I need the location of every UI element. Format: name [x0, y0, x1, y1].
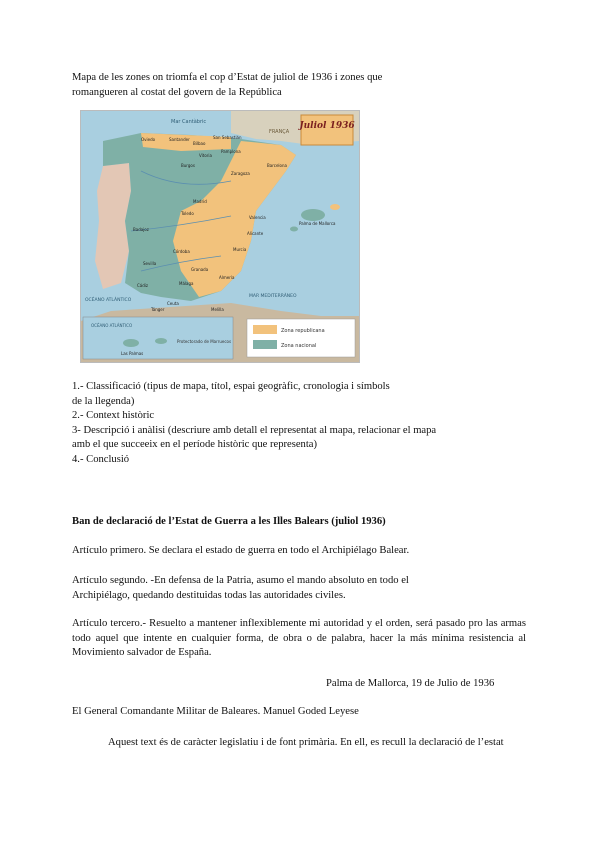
article-1: Artículo primero. Se declara el estado de guerra en todo el Archipiélago Balear. — [72, 545, 410, 556]
city-label: Granada — [191, 267, 209, 272]
city-label: Toledo — [181, 211, 194, 216]
bando-title: Ban de declaració de l’Estat de Guerra a les Illes Balears (juliol 1936) — [72, 516, 386, 527]
caption-line-1: Mapa de les zones on triomfa el cop d’Estat de juliol de 1936 i zones que — [72, 72, 383, 83]
city-label: Tánger — [151, 307, 165, 312]
legend-swatch-national — [253, 340, 277, 349]
signature: El General Comandante Militar de Baleares. Manuel Goded Leyese — [72, 706, 359, 717]
protectorate-label: Protectorado de Marruecos — [177, 339, 232, 344]
city-label: Bilbao — [193, 141, 206, 146]
question-line: de la llegenda) — [72, 395, 135, 407]
city-label: Badajoz — [133, 227, 149, 232]
city-label: Las Palmas — [121, 351, 144, 356]
city-label: Ceuta — [167, 301, 179, 306]
sea-north-label: Mar Cantàbric — [171, 119, 207, 125]
caption-line-2: romangueren al costat del govern de la República — [72, 86, 282, 98]
city-label: Córdoba — [173, 249, 190, 254]
city-label: Madrid — [193, 199, 207, 204]
city-label: Málaga — [179, 281, 194, 286]
article-2-line-1: Artículo segundo. -En defensa de la Patria, asumo el mando absoluto en todo el — [72, 575, 409, 586]
legend-box — [247, 319, 355, 357]
spain-civil-war-map — [80, 110, 360, 363]
city-label: Alicante — [247, 231, 264, 236]
legend-label-republican: Zona republicana — [281, 328, 325, 334]
question-line: 2.- Context històric — [72, 410, 155, 421]
city-label: Palma de Mallorca — [299, 221, 336, 226]
legend-label-national: Zona nacional — [281, 343, 317, 349]
city-label: Zaragoza — [231, 171, 250, 176]
city-label: Cádiz — [137, 283, 148, 288]
france-label: FRANÇA — [269, 129, 290, 135]
ibiza-island — [290, 227, 298, 232]
menorca-island — [330, 204, 340, 210]
year-label: Juliol 1936 — [299, 121, 355, 131]
city-label: Sevilla — [143, 261, 157, 266]
canary-island — [123, 339, 139, 347]
city-label: Vitoria — [199, 153, 212, 158]
city-label: Melilla — [211, 307, 224, 312]
mallorca-island — [301, 209, 325, 221]
city-label: Almería — [219, 275, 235, 280]
question-line: amb el que succeeix en el període històric que representa) — [72, 439, 318, 450]
city-label: Pamplona — [221, 149, 241, 154]
canary-island — [155, 338, 167, 344]
commentary-text: Aquest text és de caràcter legislatiu i de font primària. En ell, es recull la declaració de l’estat — [108, 737, 504, 748]
city-label: Oviedo — [141, 137, 156, 142]
question-line: 3- Descripció i anàlisi (descriure amb detall el representat al mapa, relacionar el mapa — [72, 424, 437, 436]
question-line: 4.- Conclusió — [72, 453, 130, 465]
city-label: Burgos — [181, 163, 195, 168]
mediterranean-label: MAR MEDITERRÀNEO — [249, 294, 297, 299]
city-label: Santander — [169, 137, 190, 142]
questions-list — [72, 380, 436, 467]
place-date: Palma de Mallorca, 19 de Julio de 1936 — [326, 678, 495, 689]
city-label: San Sebastián — [213, 135, 242, 140]
city-label: Valencia — [249, 215, 266, 220]
city-label: Barcelona — [267, 163, 287, 168]
map-graphic — [81, 111, 359, 362]
article-3: Artículo tercero.- Resuelto a mantener inflexiblemente mi autoridad y el orden, será pasado pro las armas todo aquel que intente en cualquier forma, de obra o de palabra, hacer la más mínima resistencia al Movimiento salvador de España. — [72, 618, 526, 658]
inset-ocean-label: OCÉANO ATLÁNTICO — [91, 323, 133, 328]
article-2-line-2: Archipiélago, quedando destituidas todas las autoridades civiles. — [72, 589, 346, 601]
legend-swatch-republican — [253, 325, 277, 334]
article-2 — [72, 574, 409, 603]
map-caption — [72, 71, 382, 100]
question-line: 1.- Classificació (tipus de mapa, títol, espai geogràfic, cronologia i símbols — [72, 381, 390, 392]
ocean-label: OCÉANO ATLÁNTICO — [85, 298, 132, 303]
city-label: Murcia — [233, 247, 247, 252]
